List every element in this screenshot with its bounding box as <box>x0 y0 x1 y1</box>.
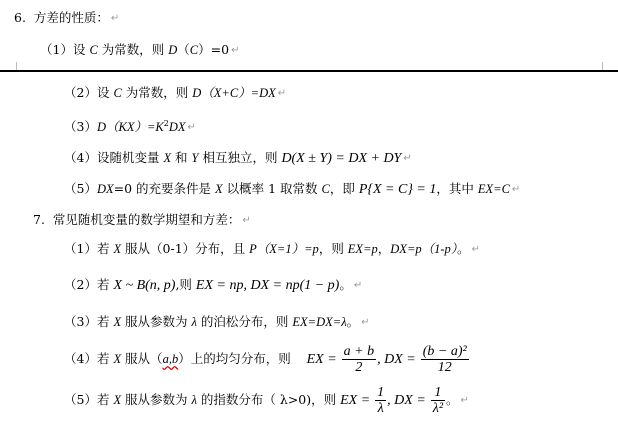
property-3: $(3)D(KX)=K^2DX$ ↵ <box>64 118 196 134</box>
section-7-heading: 7. 常见随机变量的数学期望和方差： ↵ <box>33 212 251 227</box>
property-5: （5）DX=0 的充要条件是 X 以概率 1 取常数 C，即 P{X = C} = 1，其中 EX=C ↵ <box>64 181 521 197</box>
distribution-5: （5）若 X 服从参数为 λ 的指数分布（ λ>0)，则 EX = $\frac{1}{\lambda}$ , DX = $\frac{1}{\text{λ²}}$ 。 ↵ <box>64 385 469 416</box>
distribution-4: （4）若 X 服从（a,b）上的均匀分布，则 EX = $\frac{a + b}{2}$ , DX = $\frac{\text{(b − a)²}}{12}$ <box>64 344 467 375</box>
property-4: （4）设随机变量 X 和 Y 相互独立，则 D(X ± Y) = DX + DY ↵ <box>64 150 412 166</box>
distribution-3: （3）若 X 服从参数为 λ 的泊松分布，则 EX=DX=λ。 ↵ <box>64 314 370 329</box>
distribution-2: （2）若 X ~ B(n, p),则 EX = np, DX = np(1 − p)。 ↵ <box>64 277 363 293</box>
fraction-mean: $\frac{a + b}{2}$ <box>343 344 375 375</box>
section-6-heading: 6. 方差的性质： ↵ <box>14 10 120 25</box>
page-break-rule <box>0 70 618 72</box>
fraction-variance: $\frac{\text{(b − a)²}}{12}$ <box>422 344 467 375</box>
fraction-variance: $\frac{1}{\text{λ²}}$ <box>432 385 444 416</box>
fraction-mean: $\frac{1}{\lambda}$ <box>377 385 385 416</box>
property-2: （2）设 C 为常数，则 D（X+C）=DX ↵ <box>64 85 287 100</box>
property-1: （1）设 C 为常数，则 D（C）=0 ↵ <box>40 42 240 57</box>
distribution-1: （1）若 X 服从（0-1）分布，且 P（X=1）=p，则 EX=p，DX=p（1-p）。 ↵ <box>64 241 480 256</box>
